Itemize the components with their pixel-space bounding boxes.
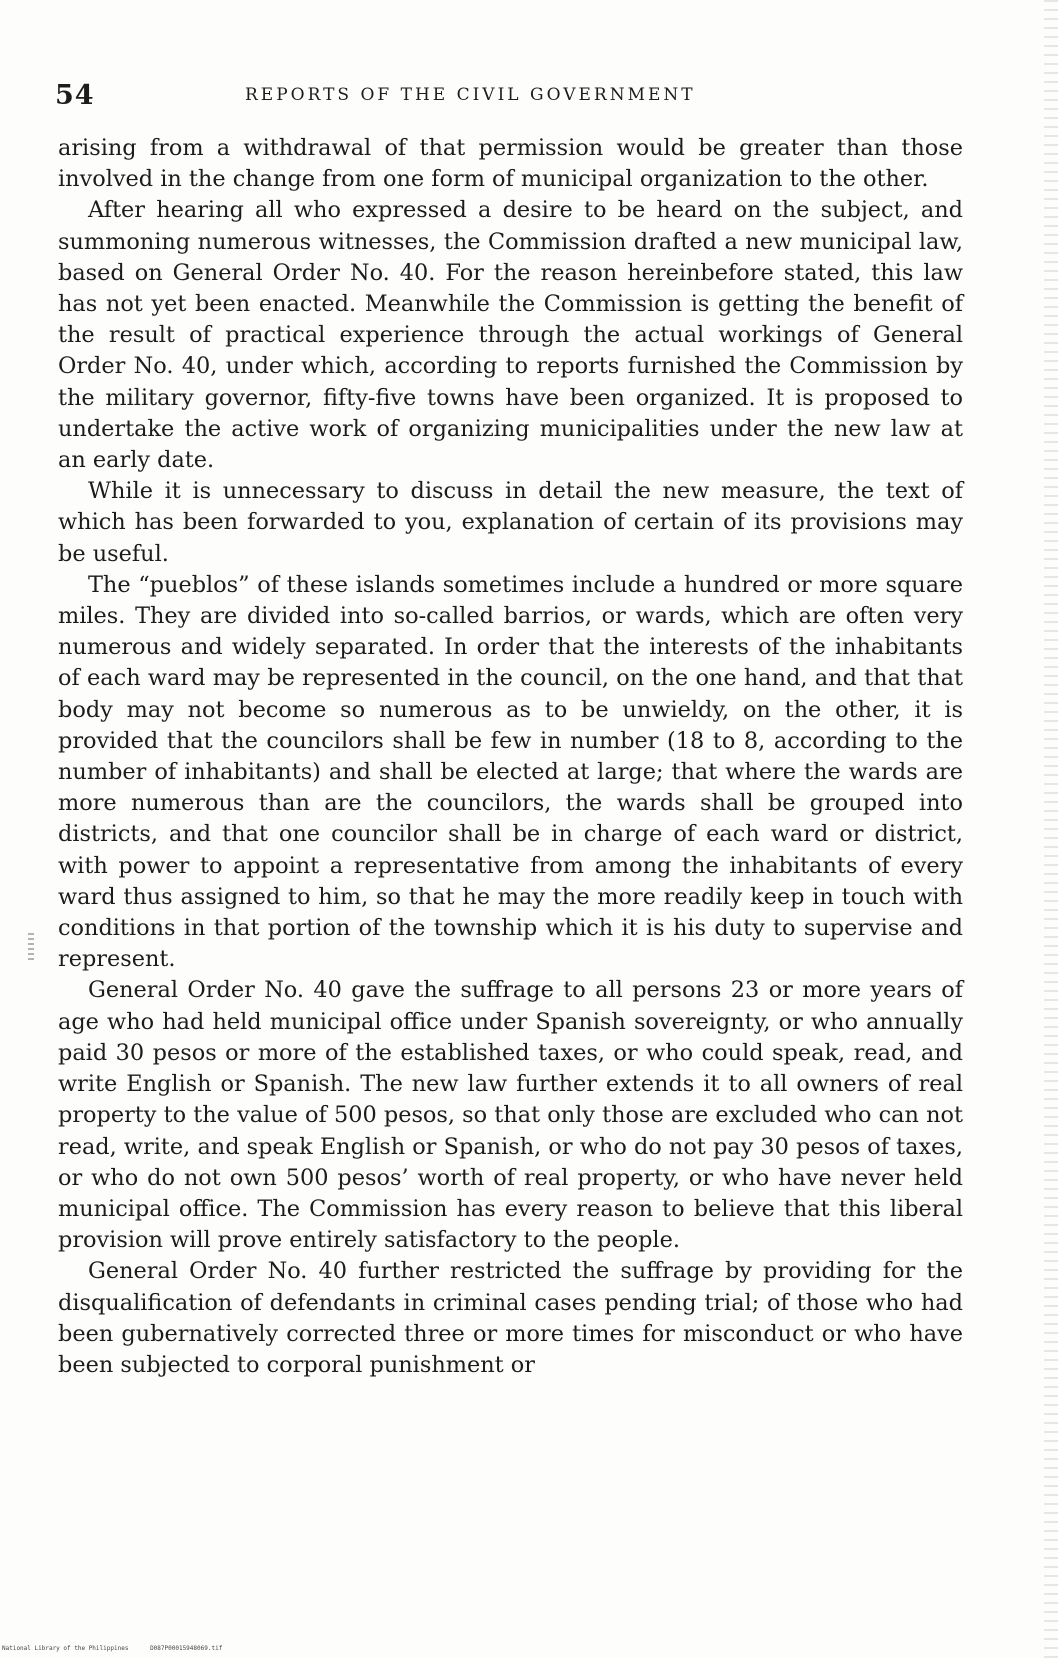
footer-file-id: D087P00015948069.tif [150, 1645, 223, 1652]
paragraph: While it is unnecessary to discuss in detail the new measure, the text of which has been forwarded to you, explanation of certain of its provisions may be useful. [58, 478, 963, 567]
running-head: REPORTS OF THE CIVIL GOVERNMENT [245, 85, 696, 105]
scan-edge-noise [1044, 0, 1058, 1658]
paragraph: The “pueblos” of these islands sometimes include a hundred or more square miles. They are divided into so-called barrios, or wards, which are often very numerous and widely separated. In order that the interests of the inhabitants of each ward may be represented in the council, on the one hand, and that that body may not become so numerous as to be unwieldy, on the other, it is provided that the councilors shall be few in number (18 to 8, according to the number of inhabitants) and shall be elected at large; that where the wards are more numerous than are the councilors, the wards shall be grouped into districts, and that one councilor shall be in charge of each ward or district, with power to appoint a representative from among the inhabitants of every ward thus assigned to him, so that he may the more readily keep in touch with conditions in that portion of the township which it is his duty to supervise and represent. [58, 571, 963, 973]
body-text [58, 133, 963, 1381]
page-header [55, 80, 975, 120]
paragraph: General Order No. 40 gave the suffrage to all persons 23 or more years of age who had held municipal office under Spanish sovereignty, or who annually paid 30 pesos or more of the established taxes, or who could speak, read, and write English or Spanish. The new law further extends it to all owners of real property to the value of 500 pesos, so that only those are excluded who can not read, write, and speak English or Spanish, or who do not pay 30 pesos of taxes, or who do not own 500 pesos’ worth of real property, or who have never held municipal office. The Commission has every reason to believe that this liberal provision will prove entirely satisfactory to the people. [58, 977, 963, 1254]
paragraph: General Order No. 40 further restricted the suffrage by providing for the disqualification of defendants in criminal cases pending trial; of those who had been gubernatively corrected three or more times for misconduct or who have been subjected to corporal punishment or [58, 1258, 963, 1378]
paragraph: After hearing all who expressed a desire to be heard on the subject, and summoning numerous witnesses, the Commission drafted a new municipal law, based on General Order No. 40. For the reason hereinbefore stated, this law has not yet been enacted. Meanwhile the Commission is getting the benefit of the result of practical experience through the actual workings of General Order No. 40, under which, according to reports furnished the Commission by the military governor, fifty-five towns have been organized. It is proposed to undertake the active work of organizing municipalities under the new law at an early date. [58, 197, 963, 474]
paragraph-continuation: arising from a withdrawal of that permission would be greater than those involved in the change from one form of municipal organization to the other. [58, 135, 963, 193]
scan-footer [2, 1645, 222, 1652]
page-number: 54 [55, 80, 95, 111]
scan-speck [28, 930, 34, 960]
footer-library: National Library of the Philippines [2, 1645, 129, 1652]
